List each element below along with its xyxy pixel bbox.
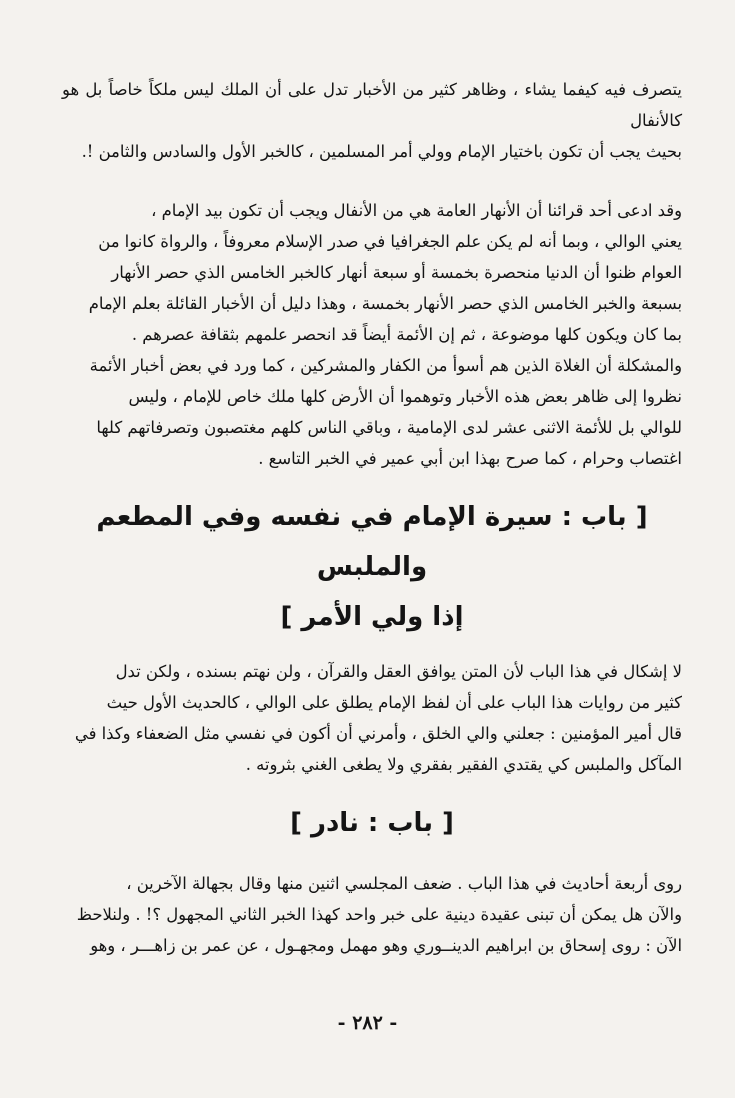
text-line: والآن هل يمكن أن تبنى عقيدة دينية على خبر واحد كهذا الخبر الثاني المجهول ؟! . ولنلاحظ [76, 905, 682, 924]
text-line: اغتصاب وحرام ، كما صرح بهذا ابن أبي عمير في الخبر التاسع . [258, 449, 682, 468]
text-line: كثير من روايات هذا الباب على أن لفظ الإمام يطلق على الوالي ، كالحديث الأول حيث [106, 693, 682, 712]
chapter-heading-2 [62, 798, 682, 848]
chapter-heading-1 [62, 492, 682, 642]
paragraph-3 [62, 656, 682, 780]
text-line: يعني الوالي ، وبما أنه لم يكن علم الجغرافيا في صدر الإسلام معروفاً ، والرواة كانوا من [98, 232, 682, 251]
paragraph-1 [62, 74, 682, 167]
heading-line: إذا ولي الأمر ] [280, 602, 464, 632]
text-line: والمشكلة أن الغلاة الذين هم أسوأ من الكفار والمشركين ، كما ورد في بعض أخبار الأئمة [89, 356, 682, 375]
paragraph-2 [62, 195, 682, 474]
heading-line: [ باب : نادر ] [290, 808, 454, 838]
page-body [62, 74, 682, 961]
text-line: وقد ادعى أحد قرائنا أن الأنهار العامة هي من الأنفال ويجب أن تكون بيد الإمام ، [151, 201, 682, 220]
text-line: قال أمير المؤمنين : جعلني والي الخلق ، وأمرني أن أكون في نفسي مثل الضعفاء وكذا في [74, 724, 682, 743]
text-line: المآكل والملبس كي يقتدي الفقير بفقري ولا يطغى الغني بثروته . [245, 755, 682, 774]
text-line: بحيث يجب أن تكون باختيار الإمام وولي أمر المسلمين ، كالخبر الأول والسادس والثامن !. [81, 142, 682, 161]
text-line: بما كان ويكون كلها موضوعة ، ثم إن الأئمة أيضاً قد انحصر علمهم بثقافة عصرهم . [131, 325, 682, 344]
text-line: نظروا إلى ظاهر بعض هذه الأخبار وتوهموا أن الأرض كلها ملك خاص للإمام ، وليس [128, 387, 682, 406]
text-line: العوام ظنوا أن الدنيا منحصرة بخمسة أو سبعة أنهار كالخبر الخامس الذي حصر الأنهار [111, 263, 682, 282]
text-line: بسبعة والخبر الخامس الذي حصر الأنهار بخمسة ، وهذا دليل أن الأخبار القائلة بعلم الإمام [88, 294, 682, 313]
text-line: روى أربعة أحاديث في هذا الباب . ضعف المجلسي اثنين منها وقال بجهالة الآخرين ، [126, 874, 682, 893]
page-number: - ٢٨٢ - [337, 1012, 398, 1034]
text-line: يتصرف فيه كيفما يشاء ، وظاهر كثير من الأخبار تدل على أن الملك ليس ملكاً خاصاً بل هو كالأنفال [62, 80, 682, 130]
paragraph-4 [62, 868, 682, 961]
heading-line: [ باب : سيرة الإمام في نفسه وفي المطعم والملبس [96, 502, 648, 582]
text-line: الآن : روى إسحاق بن ابراهيم الدينــوري وهو مهمل ومجهـول ، عن عمر بن زاهـــر ، وهو [90, 936, 682, 955]
text-line: لا إشكال في هذا الباب لأن المتن يوافق العقل والقرآن ، ولن نهتم بسنده ، ولكن تدل [115, 662, 682, 681]
text-line: للوالي بل للأئمة الاثنى عشر لدى الإمامية ، وباقي الناس كلهم مغتصبون وتصرفاتهم كلها [96, 418, 682, 437]
